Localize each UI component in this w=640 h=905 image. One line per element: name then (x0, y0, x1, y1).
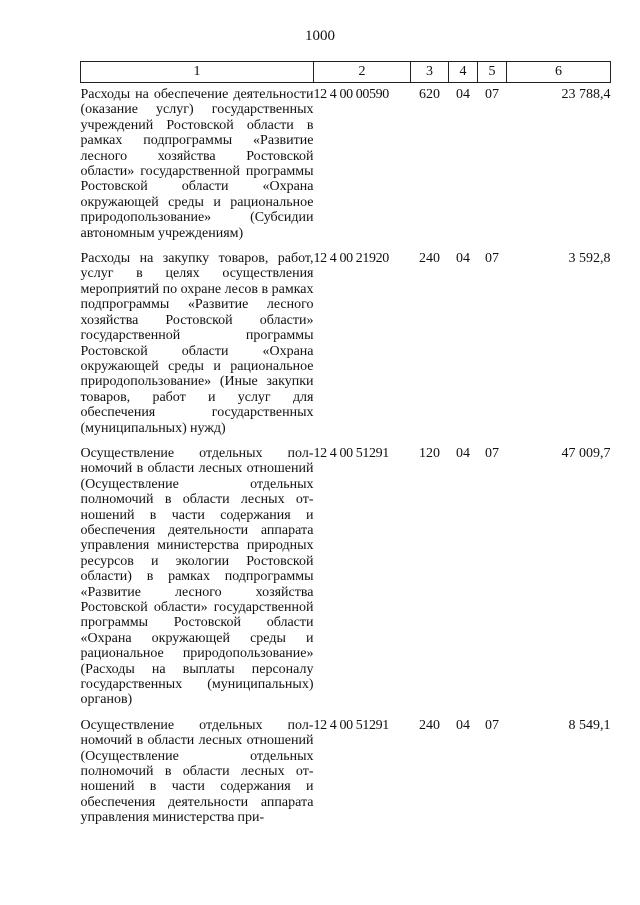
subsection-code: 07 (485, 445, 499, 461)
header-row (81, 62, 611, 83)
table-row (81, 247, 611, 442)
target-article-code: 12 4 00 51291 (313, 717, 389, 733)
amount: 23 788,4 (561, 87, 611, 102)
column-header-6: 6 (507, 62, 611, 83)
row-description: Расходы на обеспечение деятельности (оказание услуг) государственных учреждений Ростовской области в рамках подпрограммы «Развитие лесного хозяйства Ростовской области» государственной программы Ростовской области «Охрана окружающей среды и рациональное природопользование» (Субсидии автономным учреждениям) (80, 87, 314, 241)
column-header-1: 1 (81, 62, 314, 83)
row-description: Расходы на закупку товаров, работ, услуг в целях осуществления мероприятий по охране лесов в рамках подпрограммы «Развитие лесного хозяйства Ростовской области» государственной программы Ростовской области «Охрана окружающей среды и рациональное природопользование» (Иные закупки товаров, работ и услуг для обеспечения государственных (муниципальных) нужд) (80, 251, 314, 436)
column-header-4: 4 (449, 62, 478, 83)
subsection-code: 07 (485, 717, 499, 733)
expense-type-code: 620 (419, 87, 440, 102)
row-description: Осуществление отдельных полномочий в области лесных отношений (Осуществление отдельных полномочий в области лесных отношений в части содержания и обеспечения деятельности аппарата управления министерства природных ресурсов и экологии Ростовской области) в рамках подпрограммы «Развитие лесного хозяйства Ростовской области» государственной программы Ростовской области «Охрана окружающей среды и рациональное природопользование» (Расходы на выплаты персоналу государственных (муниципальных) органов) (80, 445, 314, 708)
target-article-code: 12 4 00 51291 (313, 445, 389, 461)
column-header-2: 2 (314, 62, 411, 83)
table-row (81, 442, 611, 714)
section-code: 04 (456, 251, 470, 267)
column-header-3: 3 (411, 62, 449, 83)
amount: 3 592,8 (568, 251, 611, 267)
section-code: 04 (456, 445, 470, 461)
amount: 47 009,7 (561, 445, 611, 461)
table-row (81, 714, 611, 832)
expense-type-code: 120 (419, 445, 440, 461)
subsection-code: 07 (485, 251, 499, 267)
amount: 8 549,1 (568, 717, 611, 733)
expense-type-code: 240 (419, 717, 440, 733)
expense-type-code: 240 (419, 251, 440, 267)
table-row (81, 83, 611, 248)
section-code: 04 (456, 87, 470, 102)
budget-table (80, 61, 611, 832)
target-article-code: 12 4 00 21920 (313, 251, 389, 267)
subsection-code: 07 (485, 87, 499, 102)
column-header-5: 5 (478, 62, 507, 83)
section-code: 04 (456, 717, 470, 733)
row-description: Осуществление отдельных полномочий в области лесных отношений (Осуществление отдельных полномочий в области лесных отношений в части содержания и обеспечения деятельности аппарата управления министерства при- (80, 717, 314, 826)
target-article-code: 12 4 00 00590 (313, 87, 389, 102)
page-number: 1000 (305, 28, 335, 44)
